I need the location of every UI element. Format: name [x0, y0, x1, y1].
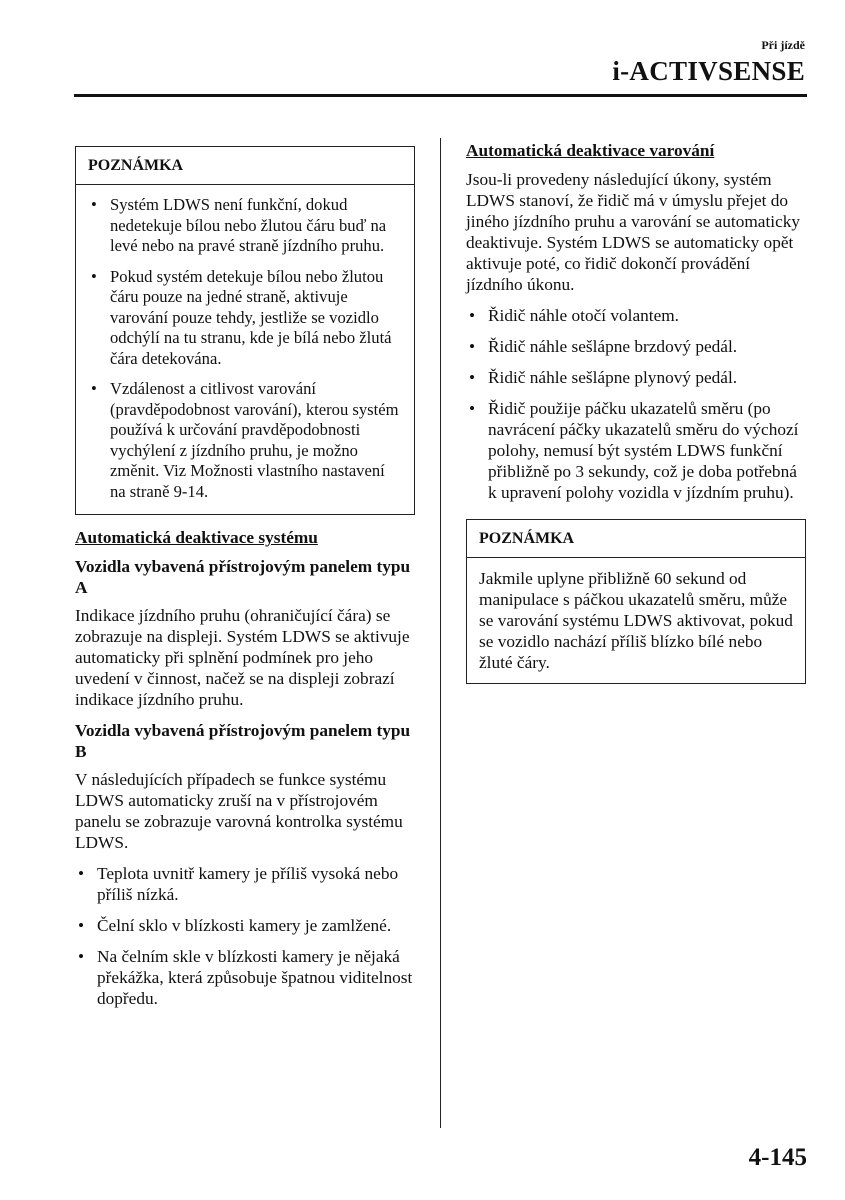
left-column — [75, 146, 415, 1019]
list-item: • Systém LDWS není funkční, dokud nedetekuje bílou nebo žlutou čáru buď na levé nebo na pravé straně jízdního pruhu. — [88, 195, 402, 257]
note-box-right — [466, 519, 806, 684]
list-item: • Na čelním skle v blízkosti kamery je nějaká překážka, která způsobuje špatnou viditelnost dopředu. — [75, 946, 415, 1009]
driver-actions-list — [466, 305, 806, 503]
note-body — [76, 185, 414, 514]
note-box-left — [75, 146, 415, 515]
section-title-system-deactivation: Automatická deaktivace systému — [75, 528, 318, 547]
subtitle-panel-b: Vozidla vybavená přístrojovým panelem typu B — [75, 721, 411, 761]
page-number: 4-145 — [748, 1144, 807, 1171]
panel-b-bullet-list — [75, 863, 415, 1009]
list-item: • Řidič náhle otočí volantem. — [466, 305, 806, 326]
paragraph-panel-a: Indikace jízdního pruhu (ohraničující čára) se zobrazuje na displeji. Systém LDWS se aktivuje automaticky při splnění podmínek pro jeho uvedení v činnost, načež se na displeji zobrazí indikace jízdního pruhu. — [75, 606, 410, 709]
note-text: Jakmile uplyne přibližně 60 sekund od manipulace s páčkou ukazatelů směru, může se varování systému LDWS aktivovat, pokud se vozidlo nachází příliš blízko bílé nebo žluté čáry. — [479, 569, 793, 672]
right-column — [466, 140, 806, 696]
note-body — [467, 558, 805, 683]
section-title-warning-deactivation: Automatická deaktivace varování — [466, 141, 715, 160]
list-item: • Teplota uvnitř kamery je příliš vysoká nebo příliš nízká. — [75, 863, 415, 905]
note-bullet-list — [88, 195, 402, 502]
list-item: • Vzdálenost a citlivost varování (pravděpodobnost varování), kterou systém používá k určování pravděpodobnosti vychýlení z jízdního pruhu, je možno změnit. Viz Možnosti vlastního nastavení na straně 9-14. — [88, 379, 402, 502]
paragraph-warning-deactivation: Jsou-li provedeny následující úkony, systém LDWS stanoví, že řidič má v úmyslu přejet do jiného jízdního pruhu a varování se automaticky deaktivuje. Systém LDWS se automaticky opět aktivuje poté, co řidič dokončí provádění jízdního úkonu. — [466, 170, 801, 294]
list-item: • Pokud systém detekuje bílou nebo žlutou čáru pouze na jedné straně, aktivuje varování pouze tehdy, jestliže se vozidlo odchýlí na tu stranu, kde je bílá nebo žlutá čára detekována. — [88, 267, 402, 370]
list-item: • Čelní sklo v blízkosti kamery je zamlžené. — [75, 915, 415, 936]
paragraph-panel-b: V následujících případech se funkce systému LDWS automaticky zruší na v přístrojovém panelu se zobrazuje varovná kontrolka systému LDWS. — [75, 770, 403, 852]
list-item: • Řidič použije páčku ukazatelů směru (po navrácení páčky ukazatelů směru do výchozí polohy, nemusí být systém LDWS funkční přibližně po 3 sekundy, což je doba potřebná k upravení polohy vozidla v jízdním pruhu). — [466, 398, 806, 503]
header-title: i-ACTIVSENSE — [612, 56, 805, 86]
header-section-label: Při jízdě — [761, 38, 805, 52]
list-item: • Řidič náhle sešlápne plynový pedál. — [466, 367, 806, 388]
subtitle-panel-a: Vozidla vybavená přístrojovým panelem typu A — [75, 557, 411, 597]
note-heading: POZNÁMKA — [467, 520, 805, 558]
column-divider — [440, 138, 441, 1128]
header-rule — [74, 94, 807, 97]
note-heading: POZNÁMKA — [76, 147, 414, 185]
list-item: • Řidič náhle sešlápne brzdový pedál. — [466, 336, 806, 357]
